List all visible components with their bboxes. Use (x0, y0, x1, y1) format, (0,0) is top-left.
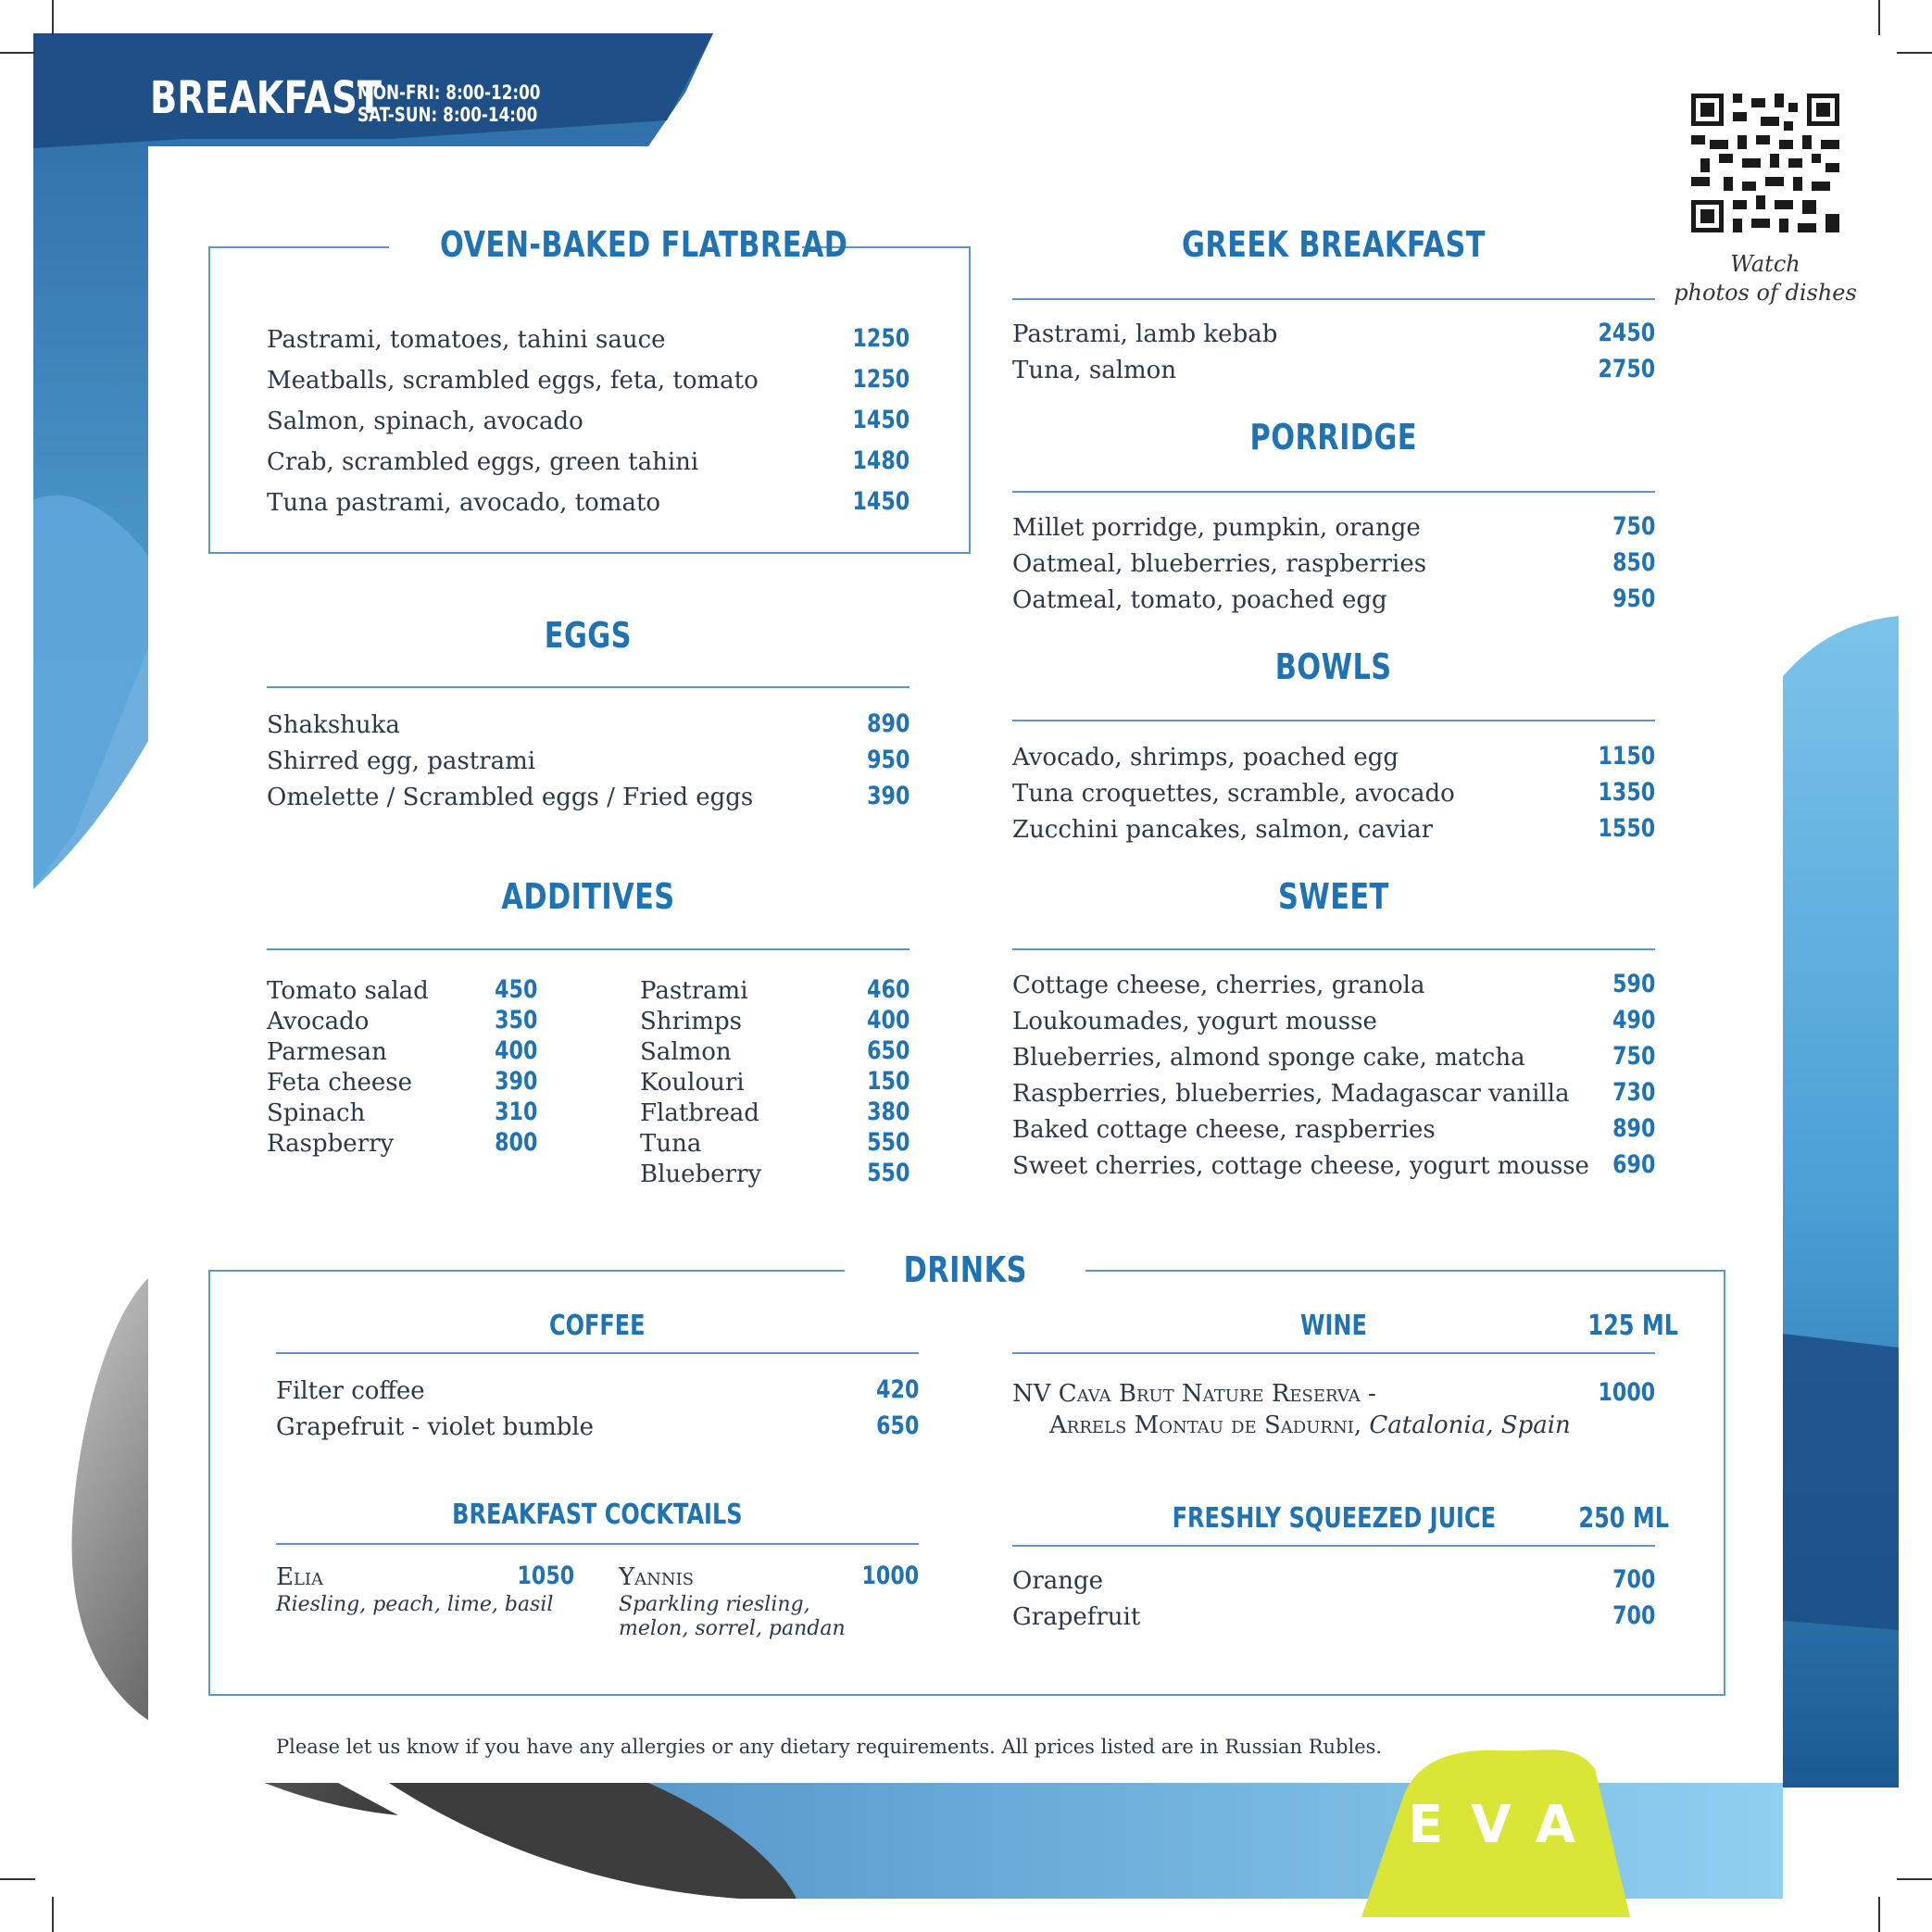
item-price: 400 (494, 1036, 537, 1065)
eva-logo: EVA (1408, 1795, 1604, 1855)
qr-code[interactable] (1691, 93, 1839, 233)
item-price: 1550 (1598, 814, 1655, 843)
item-price: 1450 (852, 406, 910, 434)
item-name: Pastrami, lamb kebab (1012, 320, 1278, 348)
crop-mark (1878, 0, 1880, 35)
item-name: Blueberries, almond sponge cake, matcha (1012, 1044, 1525, 1072)
item-price: 550 (866, 1159, 910, 1187)
item-name: Shirred egg, pastrami (267, 747, 536, 775)
section-title-bowls: BOWLS (1275, 646, 1392, 687)
item-name: Orange (1012, 1567, 1104, 1595)
section-title-drinks: DRINKS (903, 1249, 1027, 1290)
item-name: Omelette / Scrambled eggs / Fried eggs (267, 784, 754, 811)
item-name: Millet porridge, pumpkin, orange (1012, 514, 1421, 542)
section-title-porridge: PORRIDGE (1249, 417, 1418, 458)
subsection-title-wine: WINE (1300, 1310, 1367, 1342)
section-title-greek-breakfast: GREEK BREAKFAST (1182, 224, 1486, 265)
item-name: Oatmeal, blueberries, raspberries (1012, 550, 1427, 578)
item-name: Avocado, shrimps, poached egg (1012, 744, 1399, 772)
divider (276, 1543, 919, 1545)
item-price: 690 (1612, 1150, 1655, 1179)
qr-caption-line2: photos of dishes (1674, 280, 1857, 306)
crop-mark (1878, 1897, 1880, 1932)
section-title-sweet: SWEET (1278, 876, 1389, 917)
item-description (276, 1593, 553, 1617)
description-line: Sparkling riesling, (619, 1593, 810, 1616)
item-price: 1050 (517, 1562, 574, 1590)
description-line: Riesling, peach, lime, basil (276, 1593, 554, 1616)
item-price: 650 (875, 1411, 919, 1440)
item-name: Sweet cherries, cottage cheese, yogurt mousse (1012, 1152, 1589, 1180)
item-name: Raspberries, blueberries, Madagascar vanilla (1012, 1080, 1570, 1108)
item-price: 950 (1612, 584, 1655, 613)
item-price: 890 (866, 709, 910, 738)
item-price: 490 (1612, 1006, 1655, 1035)
item-price: 420 (875, 1375, 919, 1404)
crop-mark (1897, 1878, 1932, 1880)
item-name: Avocado (267, 1008, 370, 1035)
subsection-title-breakfast-cocktails: BREAKFAST COCKTAILS (452, 1499, 743, 1531)
qr-caption (1673, 250, 1858, 307)
subsection-title-coffee: COFFEE (549, 1310, 646, 1342)
qr-caption-line1: Watch (1730, 251, 1800, 277)
item-name: Yannis (619, 1563, 695, 1591)
item-price: 890 (1612, 1114, 1655, 1143)
item-name: Tuna (640, 1130, 702, 1158)
divider (276, 1352, 919, 1354)
item-name: Raspberry (267, 1130, 395, 1158)
item-name: Tuna, salmon (1012, 357, 1177, 384)
divider (1012, 948, 1655, 950)
item-price: 1250 (852, 324, 910, 353)
item-price: 450 (494, 975, 537, 1004)
item-name: Filter coffee (276, 1377, 425, 1405)
item-price: 350 (494, 1006, 537, 1035)
item-name: Pastrami, tomatoes, tahini sauce (267, 326, 666, 354)
item-price: 390 (494, 1067, 537, 1096)
item-price: 1450 (852, 487, 910, 516)
item-name: Tuna pastrami, avocado, tomato (267, 489, 661, 517)
item-price: 1250 (852, 365, 910, 394)
item-name: Flatbread (640, 1099, 759, 1127)
juice-volume: 250 ML (1578, 1502, 1670, 1535)
item-price: 1000 (861, 1562, 919, 1590)
crop-mark (1897, 52, 1932, 54)
item-name: Elia (276, 1563, 324, 1591)
item-name: Cottage cheese, cherries, granola (1012, 972, 1425, 999)
item-name: Meatballs, scrambled eggs, feta, tomato (267, 367, 759, 395)
section-title-eggs: EGGS (544, 615, 633, 656)
item-name: Pastrami (640, 977, 748, 1005)
item-price: 150 (866, 1067, 910, 1096)
item-price: 700 (1612, 1565, 1655, 1594)
item-name: Feta cheese (267, 1069, 413, 1097)
item-name: Tuna croquettes, scramble, avocado (1012, 780, 1455, 808)
item-name: Koulouri (640, 1069, 745, 1097)
item-price: 750 (1612, 1042, 1655, 1071)
item-price: 460 (866, 975, 910, 1004)
item-price: 390 (866, 782, 910, 810)
item-price: 590 (1612, 970, 1655, 998)
item-price: 650 (866, 1036, 910, 1065)
crop-mark (0, 1878, 35, 1880)
item-name: Shrimps (640, 1008, 742, 1035)
description-line: melon, sorrel, pandan (619, 1617, 846, 1640)
item-name: Cava Brut Nature Reserva - (1058, 1380, 1376, 1408)
item-price: 730 (1612, 1078, 1655, 1107)
divider (1012, 491, 1655, 493)
item-name: Spinach (267, 1099, 366, 1127)
wine-prefix: NV (1012, 1380, 1051, 1408)
item-price: 1480 (852, 446, 910, 475)
divider (1012, 720, 1655, 721)
item-name: Oatmeal, tomato, poached egg (1012, 586, 1387, 614)
section-title-additives: ADDITIVES (501, 876, 675, 917)
item-price: 700 (1612, 1601, 1655, 1630)
wine-region: Catalonia, Spain (1369, 1411, 1571, 1439)
item-name: Salmon, spinach, avocado (267, 408, 583, 435)
section-title-flatbread: OVEN-BAKED FLATBREAD (440, 224, 848, 265)
divider (1012, 1352, 1655, 1354)
item-name: Zucchini pancakes, salmon, caviar (1012, 816, 1434, 844)
item-name: Grapefruit (1012, 1603, 1141, 1631)
opening-hours (358, 82, 586, 126)
item-name: Tomato salad (267, 977, 429, 1005)
subsection-title-juice: FRESHLY SQUEEZED JUICE (1172, 1502, 1496, 1535)
wine-volume: 125 ML (1587, 1310, 1679, 1342)
item-price: 380 (866, 1098, 910, 1126)
divider (1012, 1545, 1655, 1547)
item-price: 1000 (1598, 1378, 1655, 1407)
item-price: 1350 (1598, 778, 1655, 807)
item-name: Blueberry (640, 1160, 762, 1188)
hours-weekend: SAT-SUN: 8:00-14:00 (358, 104, 538, 126)
item-price: 400 (866, 1006, 910, 1035)
item-price: 950 (866, 746, 910, 774)
hours-weekday: MON-FRI: 8:00-12:00 (358, 82, 541, 104)
item-description (619, 1593, 846, 1641)
item-price: 2450 (1598, 319, 1655, 347)
allergy-note: Please let us know if you have any allergies or any dietary requirements. All prices listed are in Russian Rubles. (276, 1736, 1383, 1758)
item-name: Baked cottage cheese, raspberries (1012, 1116, 1436, 1144)
item-price: 800 (494, 1128, 537, 1157)
item-price: 850 (1612, 548, 1655, 577)
item-name: Salmon (640, 1038, 732, 1066)
item-price: 1150 (1598, 742, 1655, 771)
crop-mark (0, 52, 35, 54)
crop-mark (52, 1897, 54, 1932)
menu-title: BREAKFAST (150, 72, 382, 124)
item-name: Loukoumades, yogurt mousse (1012, 1008, 1377, 1035)
item-name: Parmesan (267, 1038, 387, 1066)
item-name: Grapefruit - violet bumble (276, 1413, 595, 1441)
divider (267, 948, 910, 950)
crop-mark (52, 0, 54, 35)
item-price: 750 (1612, 512, 1655, 541)
item-price: 310 (494, 1098, 537, 1126)
item-name: Crab, scrambled eggs, green tahini (267, 448, 699, 476)
item-name: Shakshuka (267, 711, 400, 739)
divider (267, 686, 910, 688)
divider (1012, 298, 1655, 300)
item-price: 2750 (1598, 355, 1655, 383)
item-price: 550 (866, 1128, 910, 1157)
wine-producer: Arrels Montau de Sadurni, (1049, 1411, 1362, 1439)
